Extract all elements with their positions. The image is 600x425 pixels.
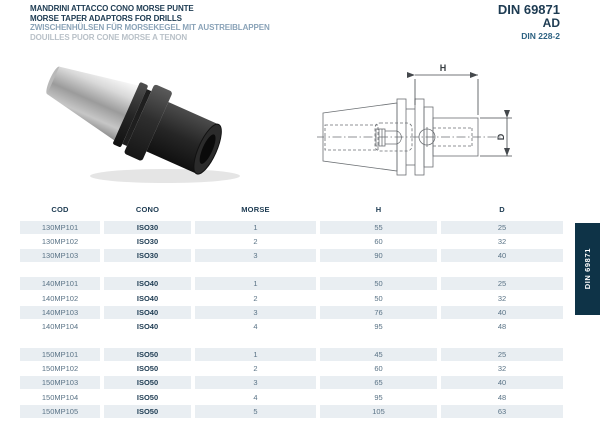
title-italian: MANDRINI ATTACCO CONO MORSE PUNTE: [30, 4, 194, 13]
table-row: [20, 235, 563, 248]
cell-h: 45: [320, 348, 437, 361]
cell-cod: 150MP104: [41, 392, 79, 402]
cell-cono: ISO50: [104, 376, 191, 389]
standard-main: DIN 69871: [497, 2, 560, 17]
cylinder-outline: [433, 118, 478, 156]
cell-morse: 1: [195, 277, 316, 290]
cell-morse: 2: [253, 364, 258, 374]
table-section: [20, 348, 563, 418]
table-row: [20, 306, 563, 319]
table-row: [20, 249, 563, 262]
table-row: [20, 391, 563, 404]
retention-stud: [376, 129, 401, 146]
table-body: [20, 221, 563, 418]
table-header-row: [20, 203, 563, 216]
cell-cono: ISO40: [136, 321, 159, 331]
table-section: [20, 277, 563, 333]
cell-d: 25: [441, 277, 563, 290]
cell-d: 40: [441, 376, 563, 389]
cell-h: 76: [320, 306, 437, 319]
photo-shadow: [90, 169, 240, 183]
standard-variant: AD: [542, 16, 560, 30]
cell-h: 105: [320, 405, 437, 418]
cell-cod: 130MP102: [41, 237, 79, 247]
cell-cono: ISO30: [104, 221, 191, 234]
page-title: [30, 4, 270, 42]
column-header-d: D: [499, 205, 505, 214]
cell-morse: 3: [195, 306, 316, 319]
product-photo: [30, 58, 250, 190]
table-row: [20, 405, 563, 418]
cell-morse: 4: [253, 321, 258, 331]
table-section: [20, 221, 563, 262]
cell-cod: 150MP105: [20, 405, 100, 418]
cell-h: 60: [374, 237, 383, 247]
standard-ref: DIN 228-2: [521, 31, 560, 41]
column-header-morse: MORSE: [241, 205, 270, 214]
cell-cono: ISO40: [136, 293, 159, 303]
cell-cono: ISO40: [104, 277, 191, 290]
cell-h: 50: [374, 293, 383, 303]
cell-cono: ISO50: [136, 392, 159, 402]
table-row: [20, 292, 563, 305]
dimension-h: [415, 75, 478, 115]
cell-cod: 150MP103: [20, 376, 100, 389]
cell-cod: 140MP101: [20, 277, 100, 290]
cell-morse: 2: [253, 237, 258, 247]
cell-d: 25: [441, 221, 563, 234]
cell-morse: 1: [195, 348, 316, 361]
cell-cono: ISO40: [104, 306, 191, 319]
title-german: ZWISCHENHÜLSEN FÜR MORSEKEGEL MIT AUSTREIBLAPPEN: [30, 23, 270, 32]
cell-d: 63: [441, 405, 563, 418]
cell-h: 95: [374, 392, 383, 402]
cell-cono: ISO30: [104, 249, 191, 262]
cell-d: 32: [497, 364, 507, 374]
cell-d: 48: [497, 321, 507, 331]
cell-morse: 3: [195, 249, 316, 262]
tool-holder: [35, 58, 232, 187]
cell-d: 40: [441, 306, 563, 319]
cell-d: 32: [497, 237, 507, 247]
cell-d: 25: [441, 348, 563, 361]
table-row: [20, 348, 563, 361]
cell-cono: ISO30: [136, 237, 159, 247]
cell-morse: 1: [195, 221, 316, 234]
cell-h: 65: [320, 376, 437, 389]
cell-h: 90: [320, 249, 437, 262]
table-row: [20, 221, 563, 234]
dim-h-label: H: [439, 63, 447, 73]
page-index-tab-label: DIN 69871: [583, 248, 592, 290]
cell-cono: ISO50: [104, 405, 191, 418]
cell-d: 48: [497, 392, 507, 402]
cell-h: 60: [374, 364, 383, 374]
title-english: MORSE TAPER ADAPTORS FOR DRILLS: [30, 13, 182, 23]
dimension-table: [20, 203, 563, 418]
table-row: [20, 376, 563, 389]
title-french: DOUILLES PUOR CONE MORSE A TENON: [30, 32, 188, 42]
cell-morse: 3: [195, 376, 316, 389]
column-header-h: H: [375, 205, 382, 214]
cell-cod: 140MP104: [41, 321, 79, 331]
table-row: [20, 362, 563, 375]
dim-d-label: D: [496, 133, 506, 141]
cell-cod: 140MP103: [20, 306, 100, 319]
table-row: [20, 277, 563, 290]
cell-cod: 130MP103: [20, 249, 100, 262]
cell-h: 55: [320, 221, 437, 234]
cell-h: 95: [374, 321, 383, 331]
column-header-cono: CONO: [135, 205, 160, 214]
cell-cod: 130MP101: [20, 221, 100, 234]
table-row: [20, 320, 563, 333]
page-index-tab: [575, 223, 600, 315]
column-header-cod: COD: [51, 205, 69, 214]
cell-morse: 4: [253, 392, 258, 402]
cell-cono: ISO50: [136, 364, 159, 374]
cell-d: 40: [441, 249, 563, 262]
standard-block: [498, 3, 560, 42]
cell-cod: 150MP101: [20, 348, 100, 361]
cell-morse: 2: [253, 293, 258, 303]
cell-d: 32: [497, 293, 507, 303]
cell-morse: 5: [195, 405, 316, 418]
cell-cod: 140MP102: [41, 293, 79, 303]
technical-drawing: [315, 55, 520, 195]
cell-cod: 150MP102: [41, 364, 79, 374]
cell-h: 50: [320, 277, 437, 290]
cell-cono: ISO50: [104, 348, 191, 361]
